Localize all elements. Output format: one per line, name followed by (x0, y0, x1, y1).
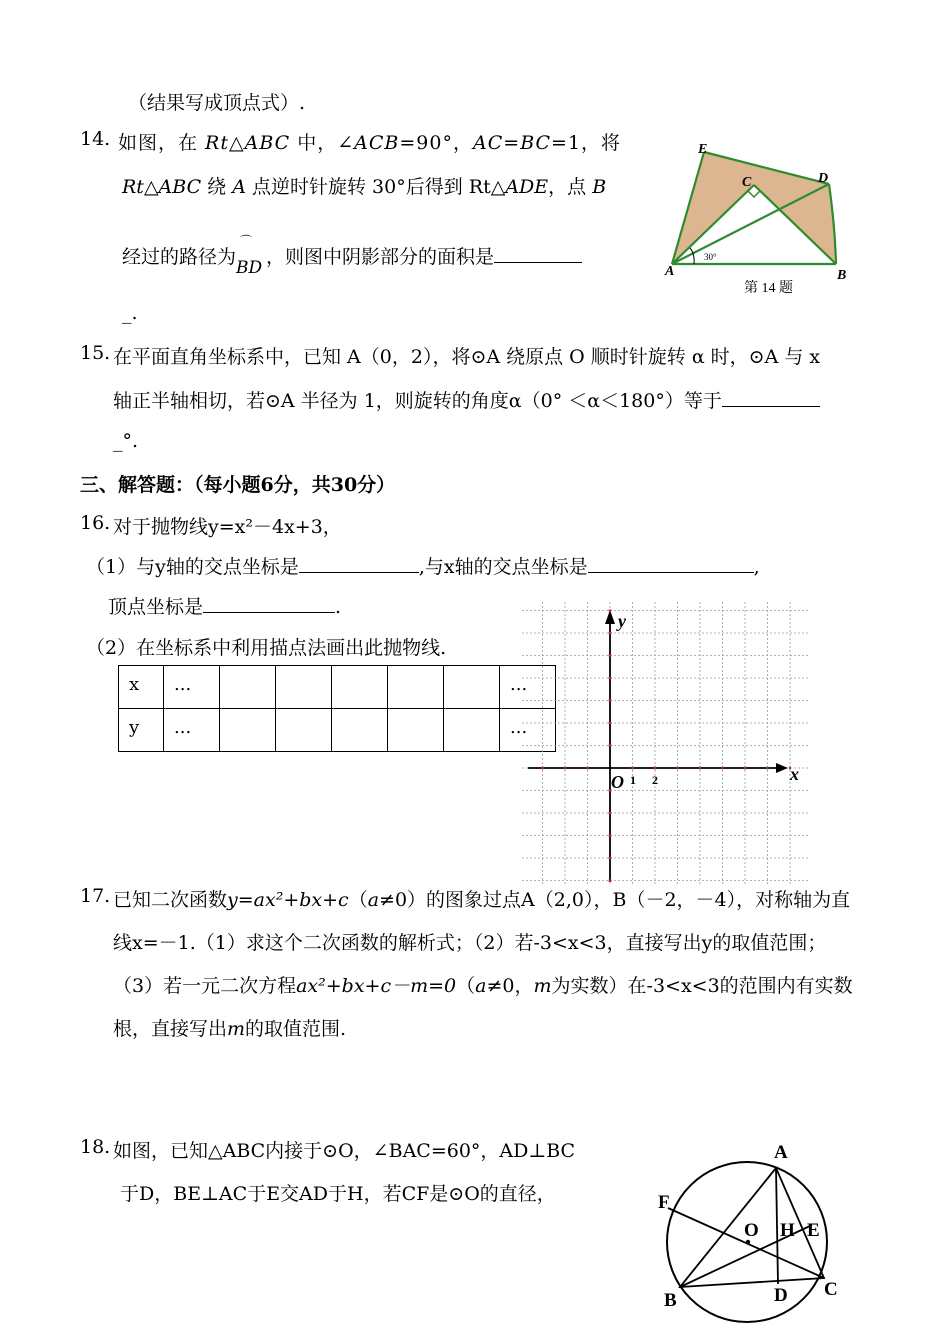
table-cell[interactable] (220, 666, 276, 709)
table-cell: y (119, 709, 164, 752)
q16-x-intercept-blank[interactable] (588, 554, 754, 573)
q16-part1: （1）与y轴的交点坐标是 ,与x轴的交点坐标是 , (86, 556, 760, 578)
table-cell: ... (164, 666, 220, 709)
q18-line2: 于D，BE⊥AC于E交AD于H，若CF是⊙O的直径， (120, 1183, 556, 1205)
label-a: A (774, 1142, 788, 1163)
label-c: C (742, 175, 752, 190)
label-angle-30: 30° (704, 252, 717, 262)
q16-part1-vertex: 顶点坐标是 . (108, 596, 342, 618)
q17-number: 17. (80, 885, 111, 907)
label-d: D (818, 171, 829, 186)
table-row-y (119, 709, 556, 752)
q14-line1: 如图，在 Rt△ABC 中，∠ACB=90°，AC=BC=1，将 (118, 132, 622, 154)
y-tick-mark (609, 700, 612, 702)
label-e: E (698, 142, 708, 157)
y-tick-mark (609, 745, 612, 747)
origin-label: O (611, 772, 624, 792)
q18-line1: 如图，已知△ABC内接于⊙O，∠BAC=60°，AD⊥BC (113, 1140, 576, 1162)
x-tick-mark (699, 767, 701, 770)
table-cell[interactable] (444, 709, 500, 752)
q15-line3: _°. (113, 430, 139, 452)
label-f: F (658, 1192, 670, 1213)
q14-line4: _. (122, 302, 138, 324)
arc-bd-label: BD (236, 258, 263, 278)
x-tick-mark (542, 767, 544, 770)
y-tick-mark (609, 722, 612, 724)
q15-line1: 在平面直角坐标系中，已知 A（0，2），将⊙A 绕原点 O 顺时针旋转 α 时，⊙A 与 x (113, 346, 821, 368)
q15-number: 15. (80, 342, 111, 364)
y-tick-mark (609, 632, 612, 634)
y-axis-label: y (618, 611, 626, 631)
y-tick-mark (609, 610, 612, 612)
q14-figure (660, 136, 860, 296)
x-tick-mark (587, 767, 589, 770)
q14-line2: Rt△ABC 绕 A 点逆时针旋转 30°后得到 Rt△ADE，点 B (122, 176, 607, 198)
label-c: C (824, 1279, 838, 1300)
q13-tail: （结果写成顶点式）. (128, 92, 306, 114)
table-cell[interactable] (444, 666, 500, 709)
q16-y-intercept-blank[interactable] (299, 554, 419, 573)
q18-figure (650, 1138, 850, 1342)
q16-vertex-blank[interactable] (203, 594, 335, 613)
q14-number: 14. (80, 128, 111, 150)
x-tick-mark (632, 767, 634, 770)
q17-line4: 根，直接写出m的取值范围. (113, 1018, 347, 1040)
q16-number: 16. (80, 512, 111, 534)
y-tick-mark (609, 655, 612, 657)
x-tick-mark (722, 767, 724, 770)
label-e: E (807, 1220, 820, 1241)
q14-answer-blank[interactable] (494, 244, 582, 263)
table-cell[interactable] (332, 666, 388, 709)
y-tick-mark (609, 677, 612, 679)
label-a: A (665, 264, 675, 279)
q17-line2: 线x=－1.（1）求这个二次函数的解析式；（2）若-3<x<3，直接写出y的取值范围； (113, 932, 827, 954)
table-cell[interactable] (220, 709, 276, 752)
q16-coordinate-grid (520, 600, 820, 885)
y-tick-mark (609, 857, 612, 859)
table-cell: ... (500, 666, 556, 709)
q15-answer-blank[interactable] (722, 388, 820, 407)
x-axis-label: x (790, 764, 799, 784)
x-tick-mark (677, 767, 679, 770)
table-cell[interactable] (276, 709, 332, 752)
table-cell: ... (164, 709, 220, 752)
y-tick-mark (609, 812, 612, 814)
table-cell: x (119, 666, 164, 709)
segment-ad (776, 1168, 778, 1284)
table-row-x (119, 666, 556, 709)
q17-line1: 已知二次函数y=ax²+bx+c（a≠0）的图象过点A（2,0），B（－2，－4），对称轴为直 (113, 889, 851, 911)
table-cell[interactable] (332, 709, 388, 752)
label-o: O (744, 1220, 759, 1241)
y-axis-arrow-icon (605, 610, 615, 624)
diameter-cf (668, 1208, 824, 1278)
q18-number: 18. (80, 1136, 111, 1158)
label-b: B (837, 268, 847, 283)
q16-part2: （2）在坐标系中利用描点法画出此抛物线. (86, 637, 447, 659)
q17-line3: （3）若一元二次方程ax²+bx+c－m=0（a≠0，m为实数）在-3<x<3的范围内有实数 (113, 975, 853, 997)
x-axis-arrow-icon (776, 763, 788, 773)
q14-line3: 经过的路径为 ⌒ BD ，则图中阴影部分的面积是 (122, 242, 582, 269)
x-tick-mark (767, 767, 769, 770)
section-3-heading: 三、解答题：（每小题6分，共30分） (80, 474, 396, 496)
table-cell[interactable] (388, 709, 444, 752)
q16-stem: 对于抛物线y=x²－4x+3， (113, 516, 342, 538)
q16-value-table (118, 665, 556, 752)
figure-caption-14: 第 14 题 (744, 281, 793, 296)
table-cell: ... (500, 709, 556, 752)
label-b: B (664, 1290, 677, 1311)
y-tick-mark (609, 880, 612, 882)
tick-label-1: 1 (630, 773, 636, 787)
x-tick-mark (744, 767, 746, 770)
label-d: D (774, 1285, 788, 1306)
table-cell[interactable] (388, 666, 444, 709)
x-tick-mark (564, 767, 566, 770)
y-tick-mark (609, 835, 612, 837)
label-h: H (780, 1220, 795, 1241)
grid-lines (522, 602, 810, 884)
q15-line2: 轴正半轴相切，若⊙A 半径为 1，则旋转的角度α（0° ＜α＜180°）等于 (113, 386, 820, 413)
table-cell[interactable] (276, 666, 332, 709)
tick-label-2: 2 (652, 773, 658, 787)
x-tick-mark (654, 767, 656, 770)
